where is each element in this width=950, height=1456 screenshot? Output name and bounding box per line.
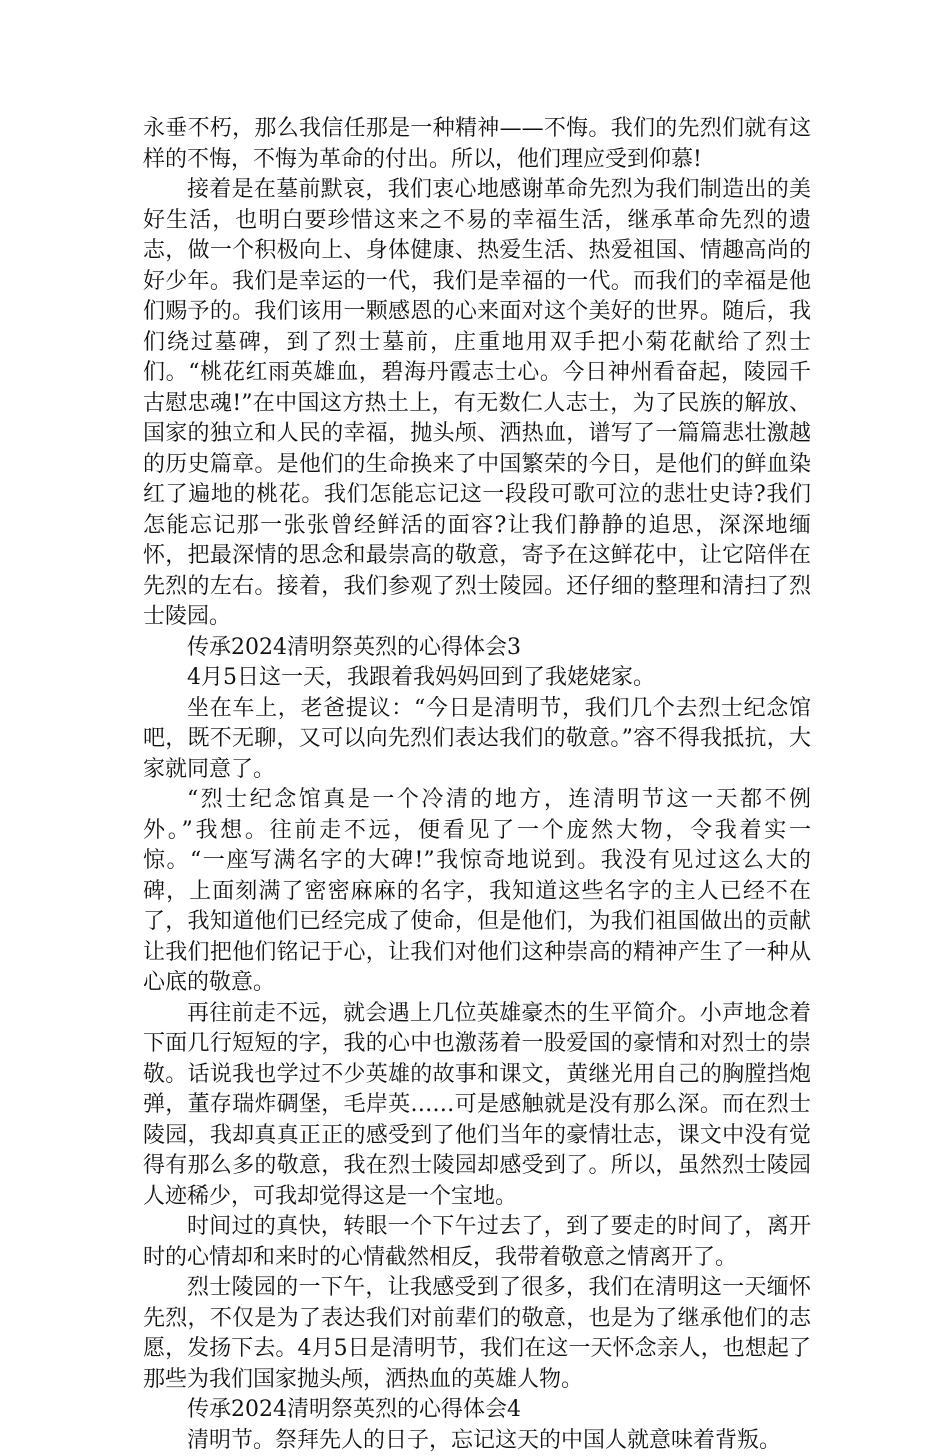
paragraph: 坐在车上，老爸提议：“今日是清明节，我们几个去烈士纪念馆吧，既不无聊，又可以向先烈们表达我们的敬意。”容不得我抵抗，大家就同意了。	[143, 694, 811, 786]
paragraph: 清明节。祭拜先人的日子，忘记这天的中国人就意味着背叛。	[143, 1426, 811, 1456]
paragraph: 再往前走不远，就会遇上几位英雄豪杰的生平简介。小声地念着下面几行短短的字，我的心中也激荡着一股爱国的豪情和对烈士的崇敬。话说我也学过不少英雄的故事和课文，黄继光用自己的胸膛挡炮弹，董存瑞炸碉堡，毛岸英……可是感触就是没有那么深。而在烈士陵园，我却真真正正的感受到了他们当年的豪情壮志，课文中没有觉得有那么多的敬意，我在烈士陵园却感受到了。所以，虽然烈士陵园人迹稀少，可我却觉得这是一个宝地。	[143, 999, 811, 1213]
section-heading: 传承2024清明祭英烈的心得体会4	[143, 1395, 811, 1426]
paragraph: 4月5日这一天，我跟着我妈妈回到了我姥姥家。	[143, 663, 811, 694]
paragraph: “烈士纪念馆真是一个冷清的地方，连清明节这一天都不例外。”我想。往前走不远，便看见了一个庞然大物，令我着实一惊。“一座写满名字的大碑!”我惊奇地说到。我没有见过这么大的碑，上面刻满了密密麻麻的名字，我知道这些名字的主人已经不在了，我知道他们已经完成了使命，但是他们，为我们祖国做出的贡献让我们把他们铭记于心，让我们对他们这种崇高的精神产生了一种从心底的敬意。	[143, 785, 811, 999]
paragraph: 时间过的真快，转眼一个下午过去了，到了要走的时间了，离开时的心情却和来时的心情截然相反，我带着敬意之情离开了。	[143, 1212, 811, 1273]
paragraph: 永垂不朽，那么我信任那是一种精神——不悔。我们的先烈们就有这样的不悔，不悔为革命的付出。所以，他们理应受到仰慕!	[143, 114, 811, 175]
paragraph: 烈士陵园的一下午，让我感受到了很多，我们在清明这一天缅怀先烈，不仅是为了表达我们对前辈们的敬意，也是为了继承他们的志愿，发扬下去。4月5日是清明节，我们在这一天怀念亲人，也想起了那些为我们国家抛头颅，洒热血的英雄人物。	[143, 1273, 811, 1395]
paragraph: 接着是在墓前默哀，我们衷心地感谢革命先烈为我们制造出的美好生活，也明白要珍惜这来之不易的幸福生活，继承革命先烈的遗志，做一个积极向上、身体健康、热爱生活、热爱祖国、情趣高尚的好少年。我们是幸运的一代，我们是幸福的一代。而我们的幸福是他们赐予的。我们该用一颗感恩的心来面对这个美好的世界。随后，我们绕过墓碑，到了烈士墓前，庄重地用双手把小菊花献给了烈士们。“桃花红雨英雄血，碧海丹霞志士心。今日神州看奋起，陵园千古慰忠魂!”在中国这方热土上，有无数仁人志士，为了民族的解放、国家的独立和人民的幸福，抛头颅、洒热血，谱写了一篇篇悲壮激越的历史篇章。是他们的生命换来了中国繁荣的今日，是他们的鲜血染红了遍地的桃花。我们怎能忘记这一段段可歌可泣的悲壮史诗?我们怎能忘记那一张张曾经鲜活的面容?让我们静静的追思，深深地缅怀，把最深情的思念和最崇高的敬意，寄予在这鲜花中，让它陪伴在先烈的左右。接着，我们参观了烈士陵园。还仔细的整理和清扫了烈士陵园。	[143, 175, 811, 633]
document-body	[143, 114, 811, 1456]
section-heading: 传承2024清明祭英烈的心得体会3	[143, 633, 811, 664]
